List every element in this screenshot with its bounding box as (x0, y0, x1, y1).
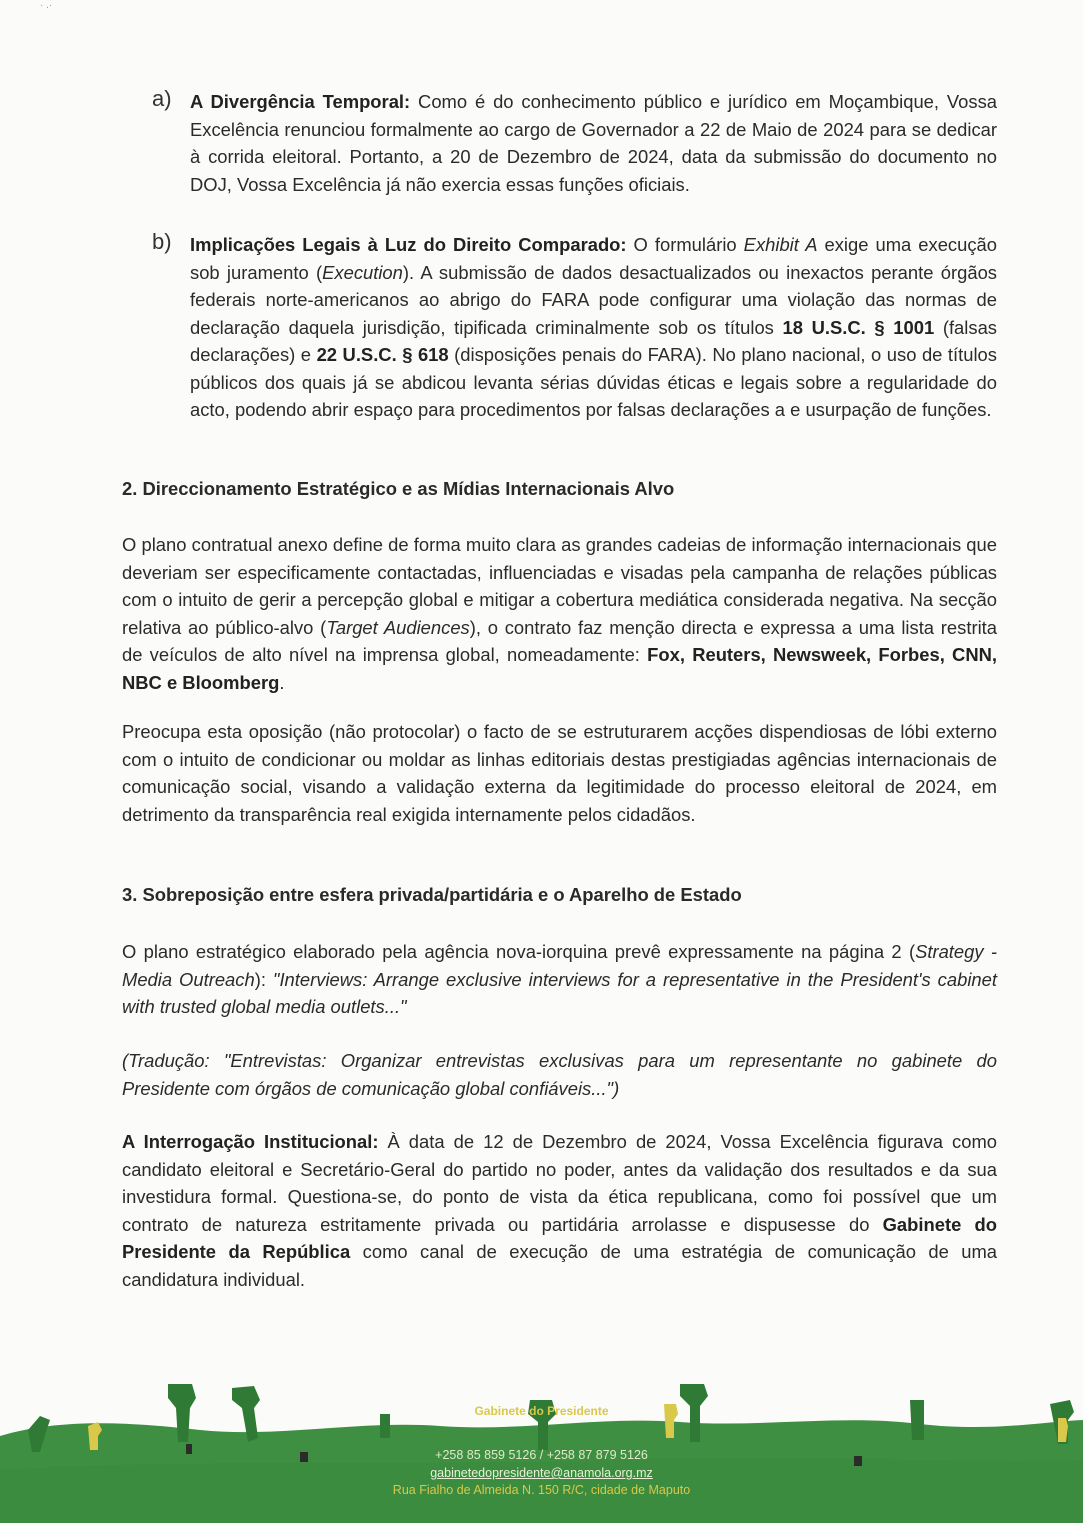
section-heading-2: 2. Direccionamento Estratégico e as Mídias Internacionais Alvo (122, 478, 675, 499)
list-item-letter: b) (152, 229, 172, 254)
paragraph (122, 938, 997, 1021)
paragraph-text: O plano estratégico elaborado pela agência nova-iorquina prevê expressamente na página 2 ( (122, 941, 916, 962)
paragraph-bold: Gabinete do Presidente da República (122, 1213, 997, 1262)
list-item-b (152, 231, 997, 424)
letterhead-footer (0, 1370, 1083, 1523)
section-heading-3: 3. Sobreposição entre esfera privada/partidária e o Aparelho de Estado (122, 884, 742, 905)
list-item-letter: a) (152, 86, 172, 111)
item-text: O formulário (626, 234, 744, 255)
paragraph-lead: A Interrogação Institucional: (122, 1131, 379, 1152)
item-italic: Exhibit A (743, 234, 818, 255)
item-text: (falsas declarações) e (190, 316, 997, 365)
list-item-body (190, 231, 997, 424)
footer-office: Gabinete do Presidente (474, 1404, 609, 1418)
paragraph-text: . (279, 671, 285, 693)
footer-banner-graphic (0, 1370, 1083, 1523)
paragraph: Preocupa esta oposição (não protocolar) o facto de se estruturarem acções dispendiosas de lóbi externo com o intuito de condicionar ou moldar as linhas editoriais destas prestigiadas agências internacionais de comunicação social, visando a validação externa da legitimidade do processo eleitoral de 2024, em detrimento da transparência real exigida internamente pelos cidadãos. (122, 721, 997, 825)
item-title: Implicações Legais à Luz do Direito Comparado: (190, 234, 627, 255)
item-text: exige uma execução sob juramento ( (190, 234, 997, 283)
translation-paragraph (122, 1047, 997, 1102)
paragraph-text: O plano contratual anexo define de forma muito clara as grandes cadeias de informação internacionais que deveriam ser especificamente contactadas, influenciadas e visadas pela campanha de relações públicas com o intuito de gerir a percepção global e mitigar a cobertura mediática considerada negativa. Na secção relativa ao público-alvo ( (122, 534, 997, 638)
quoted-text: "Interviews: Arrange exclusive interviews for a representative in the President's cabinet with trusted global media outlets..." (122, 968, 997, 1017)
list-item-a (152, 88, 997, 198)
list-item-body (190, 88, 997, 198)
paragraph-text: ), o contrato faz menção directa e expressa a uma lista restrita de veículos de alto nível na imprensa global, nomeadamente: (122, 616, 997, 665)
statute-reference: 18 U.S.C. § 1001 (782, 316, 935, 338)
paragraph-text: ): (254, 968, 273, 990)
scan-mark: · .· (40, 0, 53, 11)
paragraph-text: À data de 12 de Dezembro de 2024, Vossa Excelência figurava como candidato eleitoral e Secretário-Geral do partido no poder, antes da validação dos resultados e da sua investidura formal. Questiona-se, do ponto de vista da ética republicana, como foi possível que um contrato de natureza estritamente privada ou partidária arrolasse e dispusesse do (122, 1131, 997, 1235)
translation-text: (Tradução: "Entrevistas: Organizar entrevistas exclusivas para um representante no gabinete do Presidente com órgãos de comunicação global confiáveis...") (122, 1050, 997, 1099)
footer-phones: +258 85 859 5126 / +258 87 879 5126 (435, 1448, 648, 1462)
paragraph (122, 531, 997, 696)
item-text: (disposições penais do FARA). No plano nacional, o uso de títulos públicos dos quais já se abdicou levanta sérias dúvidas éticas e legais sobre a regularidade do acto, podendo abrir espaço para procedimentos por falsas declarações a e usurpação de funções. (190, 344, 997, 420)
paragraph-italic: Target Audiences (326, 616, 470, 638)
media-outlets-list: Fox, Reuters, Newsweek, Forbes, CNN, NBC e Bloomberg (122, 644, 997, 693)
item-text: Como é do conhecimento público e jurídico em Moçambique, Vossa Excelência renunciou formalmente ao cargo de Governador a 22 de Maio de 2024 para se dedicar à corrida eleitoral. Portanto, a 20 de Dezembro de 2024, data da submissão do documento no DOJ, Vossa Excelência já não exercia essas funções oficiais. (190, 91, 997, 195)
item-italic: Execution (322, 261, 403, 283)
item-text: ). A submissão de dados desactualizados ou inexactos perante órgãos federais norte-americanos ao abrigo do FARA pode configurar uma violação das normas de declaração daquela jurisdição, tipificada criminalmente sob os títulos (190, 261, 997, 338)
item-title: A Divergência Temporal: (190, 91, 411, 112)
statute-reference: 22 U.S.C. § 618 (316, 344, 449, 365)
footer-address: Rua Fialho de Almeida N. 150 R/C, cidade de Maputo (392, 1483, 691, 1497)
footer-email-link[interactable]: gabinetedopresidente@anamola.org.mz (430, 1466, 653, 1480)
paragraph (122, 1128, 997, 1293)
paragraph-italic: Strategy - Media Outreach (122, 941, 997, 990)
paragraph-text: como canal de execução de uma estratégia de comunicação de uma candidatura individual. (122, 1241, 997, 1290)
